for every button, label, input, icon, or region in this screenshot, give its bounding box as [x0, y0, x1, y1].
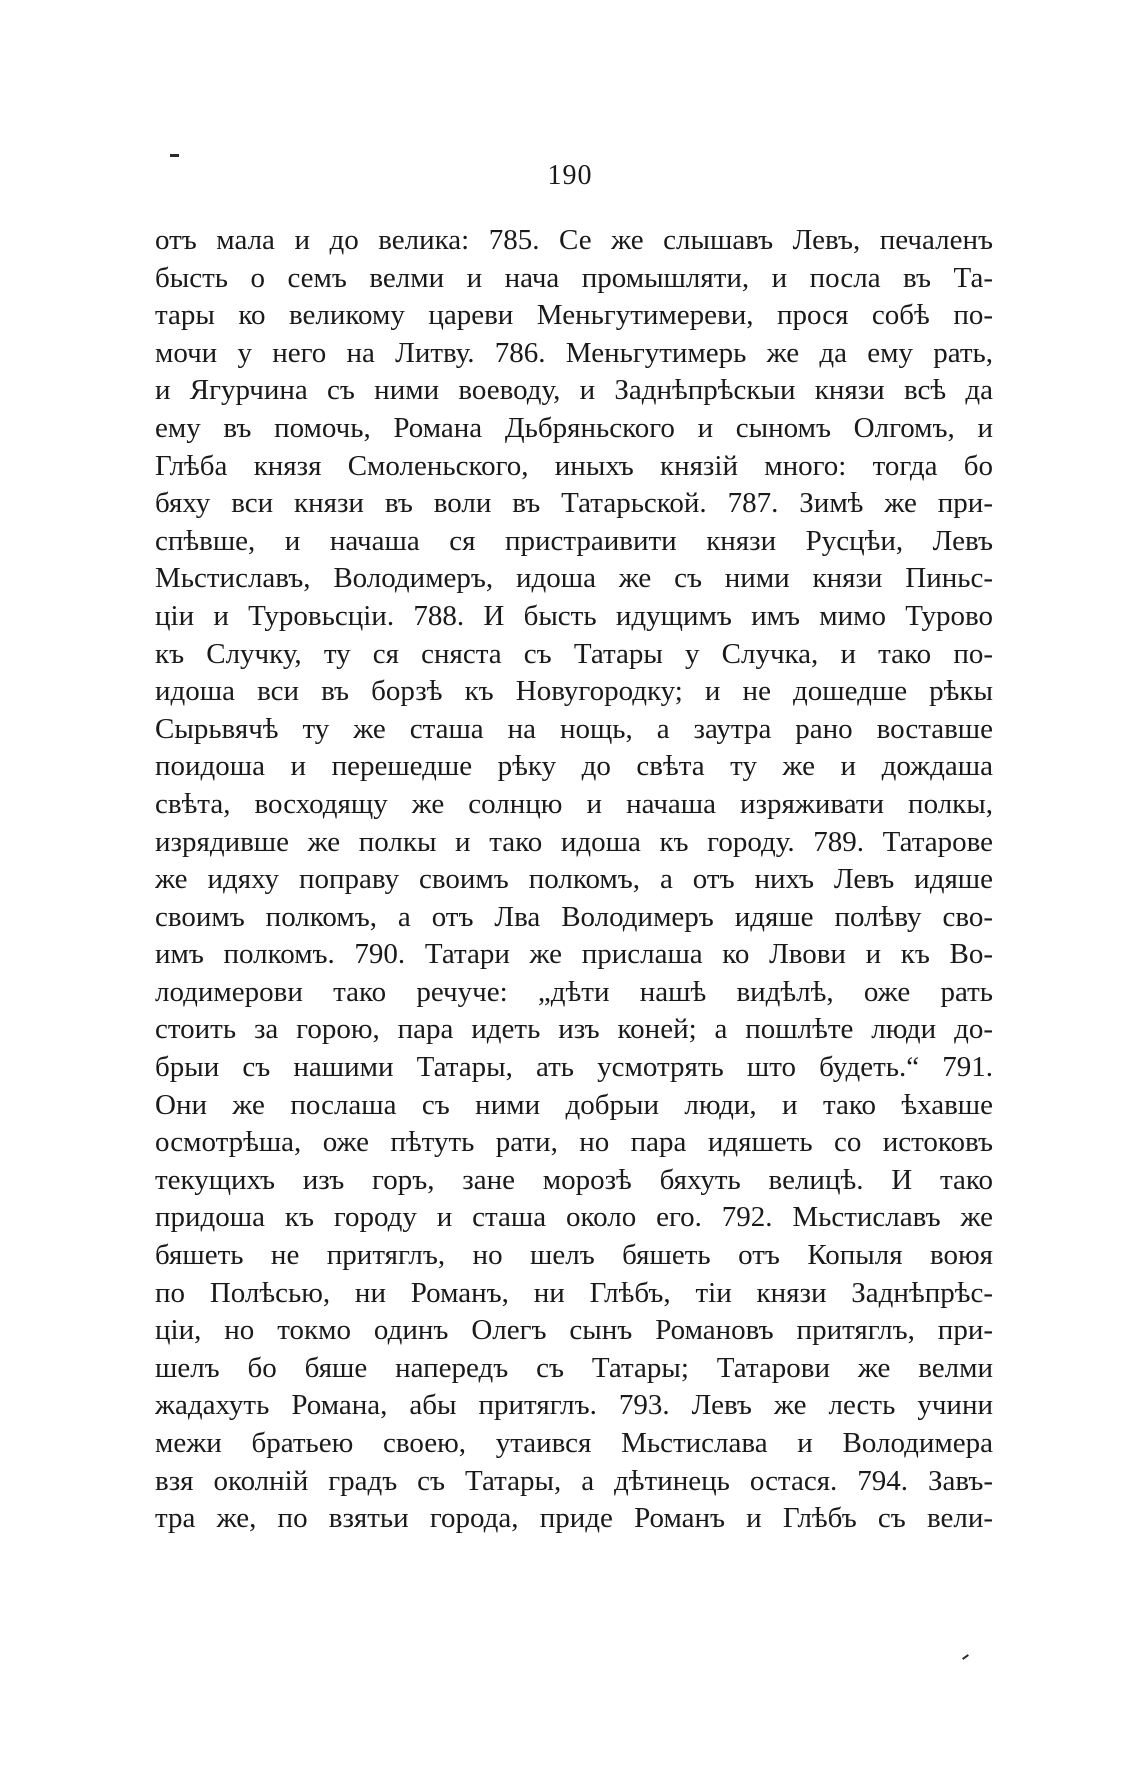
text-line: къ Случку, ту ся сняста съ Татары у Случка, и тако по- [155, 637, 993, 670]
text-line: отъ мала и до велика: 785. Се же слышавъ Левъ, печаленъ [155, 224, 993, 256]
text-line: лодимерови тако речуче: „дѣти нашѣ видѣлѣ, оже рать [155, 975, 993, 1008]
text-line: имъ полкомъ. 790. Татари же прислаша ко Лвови и къ Во- [155, 938, 993, 971]
text-line: идоша вси въ борзѣ къ Новугородку; и не дошедше рѣкы [155, 675, 993, 708]
text-line: изрядивше же полкы и тако идоша къ городу. 789. Татарове [155, 825, 993, 858]
text-line: взя околній градъ съ Татары, а дѣтинець остася. 794. Завъ- [155, 1464, 993, 1497]
text-line: бяху вси князи въ воли въ Татарьской. 787. Зимѣ же при- [155, 487, 993, 520]
text-line: своимъ полкомъ, а отъ Лва Володимеръ идяше полѣву сво- [155, 900, 993, 933]
page-number: 190 [547, 160, 593, 191]
text-line: шелъ бо бяше напередъ съ Татары; Татарови же велми [155, 1351, 993, 1384]
text-line: бяшеть не притяглъ, но шелъ бяшеть отъ Копыля воюя [155, 1239, 993, 1272]
text-line: бысть о семъ велми и нача промышляти, и посла въ Та- [155, 261, 993, 294]
text-line: ціи, но токмо одинъ Олегъ сынъ Романовъ притяглъ, при- [155, 1314, 993, 1347]
body-text [155, 222, 993, 1538]
text-line: спѣвше, и начаша ся пристраивити князи Русцѣи, Левъ [155, 524, 993, 557]
text-line: ціи и Туровьсціи. 788. И бысть идущимъ имъ мимо Турово [155, 599, 993, 632]
text-line: мочи у него на Литву. 786. Меньгутимерь же да ему рать, [155, 336, 993, 369]
text-line: стоить за горою, пара идеть изъ коней; а пошлѣте люди до- [155, 1013, 993, 1046]
text-line: жадахуть Романа, абы притяглъ. 793. Левъ же лесть учини [155, 1389, 993, 1422]
text-line: Они же послаша съ ними добрыи люди, и тако ѣхавше [155, 1088, 993, 1121]
text-line: свѣта, восходящу же солнцю и начаша изряживати полкы, [155, 787, 993, 820]
text-line: и Ягурчина съ ними воеводу, и Заднѣпрѣскыи князи всѣ да [155, 374, 993, 407]
text-line: межи братьею своею, утаився Мьстислава и Володимера [155, 1427, 993, 1459]
margin-dash-mark [170, 154, 179, 157]
text-line: текущихъ изъ горъ, зане морозѣ бяхуть велицѣ. И тако [155, 1163, 993, 1196]
text-line: Сырьвячѣ ту же сташа на нощь, а заутра рано воставше [155, 712, 993, 745]
text-line: же идяху поправу своимъ полкомъ, а отъ нихъ Левъ идяше [155, 863, 993, 896]
text-line: Мьстиславъ, Володимеръ, идоша же съ ними князи Пиньс- [155, 562, 993, 595]
text-line: тары ко великому цареви Меньгутимереви, прося собѣ по- [155, 299, 993, 332]
text-line: ему въ помочь, Романа Дьбряньского и сыномъ Олгомъ, и [155, 411, 993, 444]
text-line: тра же, по взятьи города, приде Романъ и Глѣбъ съ вели- [155, 1502, 993, 1535]
text-line: по Полѣсью, ни Романъ, ни Глѣбъ, тіи князи Заднѣпрѣс- [155, 1276, 993, 1309]
margin-tick-mark [962, 1654, 969, 1660]
text-line: брыи съ нашими Татары, ать усмотрять што будеть.“ 791. [155, 1051, 993, 1084]
text-line: придоша къ городу и сташа около его. 792. Мьстиславъ же [155, 1201, 993, 1234]
text-line: осмотрѣша, оже пѣтуть рати, но пара идяшеть со истоковъ [155, 1126, 993, 1159]
text-line: поидоша и перешедше рѣку до свѣта ту же и дождаша [155, 750, 993, 783]
text-line: Глѣба князя Смоленьского, иныхъ князій много: тогда бо [155, 449, 993, 482]
